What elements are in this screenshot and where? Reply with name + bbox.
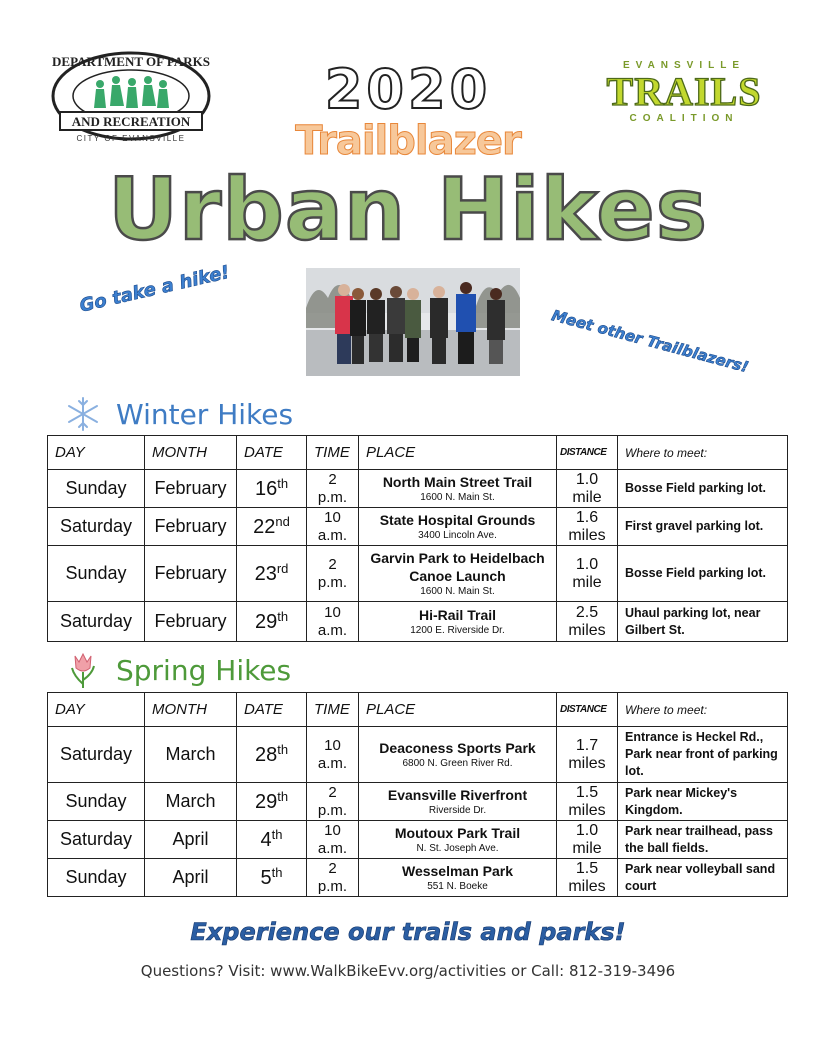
hike-place [359,727,557,783]
header-where: Where to meet: [618,436,788,470]
parks-logo-city: CITY OF EVANSVILLE [76,134,186,143]
snowflake-icon [62,394,104,434]
hike-place-name: Garvin Park to Heidelbach Canoe Launch [370,549,545,584]
hike-time-hour: 2 [328,555,337,573]
hike-month: March [145,783,237,821]
hike-row [48,470,788,508]
hike-time [307,821,359,859]
spring-hikes-table [47,692,788,897]
hike-place-address: Riverside Dr. [428,804,487,816]
hike-distance-value: 1.6 [575,508,599,526]
hike-meeting-point: Park near Mickey's Kingdom. [618,783,788,821]
hike-distance-value: 1.0 [575,555,599,573]
hike-time [307,859,359,897]
hike-date-suffix: th [271,865,283,880]
hike-month: March [145,727,237,783]
hike-distance [557,546,618,602]
hike-place-address: 3400 Lincoln Ave. [418,529,497,541]
hike-date [237,783,307,821]
hike-time-hour: 10 [324,508,341,526]
trails-logo-bottom: COALITION [629,113,739,124]
hike-distance [557,508,618,546]
hike-meeting-point: Park near volleyball sand court [618,859,788,897]
hike-time-period: p.m. [317,801,348,819]
hike-time-period: a.m. [317,526,348,544]
hike-distance-value: 1.7 [575,736,599,754]
hike-distance [557,602,618,642]
hike-date-number: 29 [254,611,278,633]
hike-place [359,783,557,821]
hike-time-hour: 10 [324,821,341,839]
hike-date [237,859,307,897]
hike-day: Saturday [48,602,145,642]
hike-distance [557,727,618,783]
spring-hikes-heading [62,650,291,690]
hike-place-name: North Main Street Trail [382,473,533,490]
hike-day: Sunday [48,859,145,897]
hike-place [359,602,557,642]
hike-month: February [145,470,237,508]
hike-place-name: Moutoux Park Trail [394,824,521,841]
group-photo [306,268,520,376]
group-photo-image [306,268,520,376]
hike-time-hour: 10 [324,736,341,754]
hike-date-number: 4 [260,829,272,851]
header-distance: DISTANCE [557,436,618,470]
hike-time [307,602,359,642]
hike-place [359,859,557,897]
hike-place-name: Hi-Rail Trail [418,606,497,623]
hike-date-number: 22 [253,516,276,538]
slogan-right: Meet other Trailblazers! [549,306,751,377]
hike-date [237,821,307,859]
hike-date-number: 16 [254,478,278,500]
hike-date [237,602,307,642]
hike-date [237,508,307,546]
hike-meeting-point: Park near trailhead, pass the ball fields. [618,821,788,859]
hike-place-name: Wesselman Park [401,862,514,879]
hike-meeting-point: Uhaul parking lot, near Gilbert St. [618,602,788,642]
hike-month: February [145,602,237,642]
hike-time [307,727,359,783]
header-date: DATE [237,693,307,727]
hike-place-address: 1600 N. Main St. [420,491,495,503]
hike-date-suffix: nd [275,514,290,529]
hike-place-name: Evansville Riverfront [387,786,528,803]
hike-day: Sunday [48,546,145,602]
hike-meeting-point: Bosse Field parking lot. [618,546,788,602]
hike-distance-unit: mile [572,839,602,857]
trails-logo-top: EVANSVILLE [622,60,746,71]
winter-hikes-table [47,435,788,642]
hike-distance-value: 2.5 [575,603,599,621]
parks-logo-line1: DEPARTMENT OF PARKS [52,54,210,69]
hike-distance-unit: miles [568,754,606,772]
hike-row [48,783,788,821]
hike-place-address: 1200 E. Riverside Dr. [410,624,505,636]
hike-date-number: 28 [254,744,278,766]
hike-place-name: Deaconess Sports Park [379,739,536,756]
hike-row [48,508,788,546]
hike-place [359,470,557,508]
hike-distance-value: 1.5 [575,783,599,801]
header-time: TIME [307,436,359,470]
hike-date [237,546,307,602]
header-day: DAY [48,693,145,727]
hike-time [307,470,359,508]
header-distance: DISTANCE [557,693,618,727]
hike-place-address: 1600 N. Main St. [420,585,495,597]
hike-date-number: 29 [254,791,278,813]
hike-distance-value: 1.0 [575,470,599,488]
hike-month: April [145,859,237,897]
winter-hikes-title: Winter Hikes [116,397,294,431]
hike-month: April [145,821,237,859]
hike-distance [557,470,618,508]
hike-distance-value: 1.0 [575,821,599,839]
spring-hikes-title: Spring Hikes [116,653,292,687]
hike-distance [557,783,618,821]
hike-month: February [145,508,237,546]
hike-date-suffix: th [277,789,289,804]
hike-day: Sunday [48,470,145,508]
hike-meeting-point: Entrance is Heckel Rd., Park near front of parking lot. [618,727,788,783]
hike-meeting-point: Bosse Field parking lot. [618,470,788,508]
hike-time [307,546,359,602]
hike-date-suffix: th [277,476,289,491]
slogan-left: Go take a hike! [77,261,232,317]
hike-time-period: p.m. [317,877,348,895]
hike-row [48,602,788,642]
year-title: 2020 [324,58,492,121]
hike-place [359,508,557,546]
hike-distance-value: 1.5 [575,859,599,877]
hike-date-suffix: th [277,609,289,624]
hike-time-hour: 10 [324,603,341,621]
hike-day: Sunday [48,783,145,821]
tulip-icon [62,650,104,690]
hike-place-address: N. St. Joseph Ave. [416,842,499,854]
hike-meeting-point: First gravel parking lot. [618,508,788,546]
hike-time-period: a.m. [317,621,348,639]
hike-distance-unit: miles [568,801,606,819]
hike-distance-unit: miles [568,621,606,639]
hike-distance [557,821,618,859]
hike-time-period: p.m. [317,488,348,506]
hike-time-hour: 2 [328,470,337,488]
hike-date-number: 23 [254,563,277,585]
footer-tagline: Experience our trails and parks! [190,918,626,946]
table-header-row [48,693,788,727]
header-date: DATE [237,436,307,470]
table-header-row [48,436,788,470]
hike-day: Saturday [48,508,145,546]
header-day: DAY [48,436,145,470]
hike-time-hour: 2 [328,859,337,877]
hike-date [237,727,307,783]
parks-logo-line2: AND RECREATION [71,114,191,129]
hike-time-period: p.m. [317,573,348,591]
hike-distance-unit: miles [568,877,606,895]
hike-row [48,859,788,897]
hike-date [237,470,307,508]
hike-time [307,783,359,821]
hike-day: Saturday [48,821,145,859]
hike-place [359,821,557,859]
header-where: Where to meet: [618,693,788,727]
hike-time [307,508,359,546]
hike-place [359,546,557,602]
hike-row [48,546,788,602]
hike-date-suffix: rd [276,561,289,576]
winter-hikes-heading [62,394,293,434]
hike-month: February [145,546,237,602]
hike-distance-unit: miles [568,526,606,544]
hike-place-name: State Hospital Grounds [379,511,536,528]
header-month: MONTH [145,436,237,470]
hike-row [48,821,788,859]
hike-row [48,727,788,783]
header-place: PLACE [359,436,557,470]
hike-distance-unit: mile [572,573,602,591]
hike-time-period: a.m. [317,839,348,857]
hike-place-address: 6800 N. Green River Rd. [402,757,513,769]
header-month: MONTH [145,693,237,727]
hike-distance [557,859,618,897]
hike-place-address: 551 N. Boeke [427,880,488,892]
hike-time-period: a.m. [317,754,348,772]
hike-time-hour: 2 [328,783,337,801]
header-time: TIME [307,693,359,727]
trailblazer-subtitle: Trailblazer [295,118,521,164]
hike-day: Saturday [48,727,145,783]
hike-date-suffix: th [277,742,289,757]
trails-logo-main: TRAILS [606,69,762,114]
hike-distance-unit: mile [572,488,602,506]
hike-date-number: 5 [260,867,272,889]
hike-date-suffix: th [271,827,283,842]
header-place: PLACE [359,693,557,727]
footer-contact: Questions? Visit: www.WalkBikeEvv.org/activities or Call: 812-319-3496 [140,962,676,980]
urban-hikes-title: Urban Hikes [108,160,708,260]
